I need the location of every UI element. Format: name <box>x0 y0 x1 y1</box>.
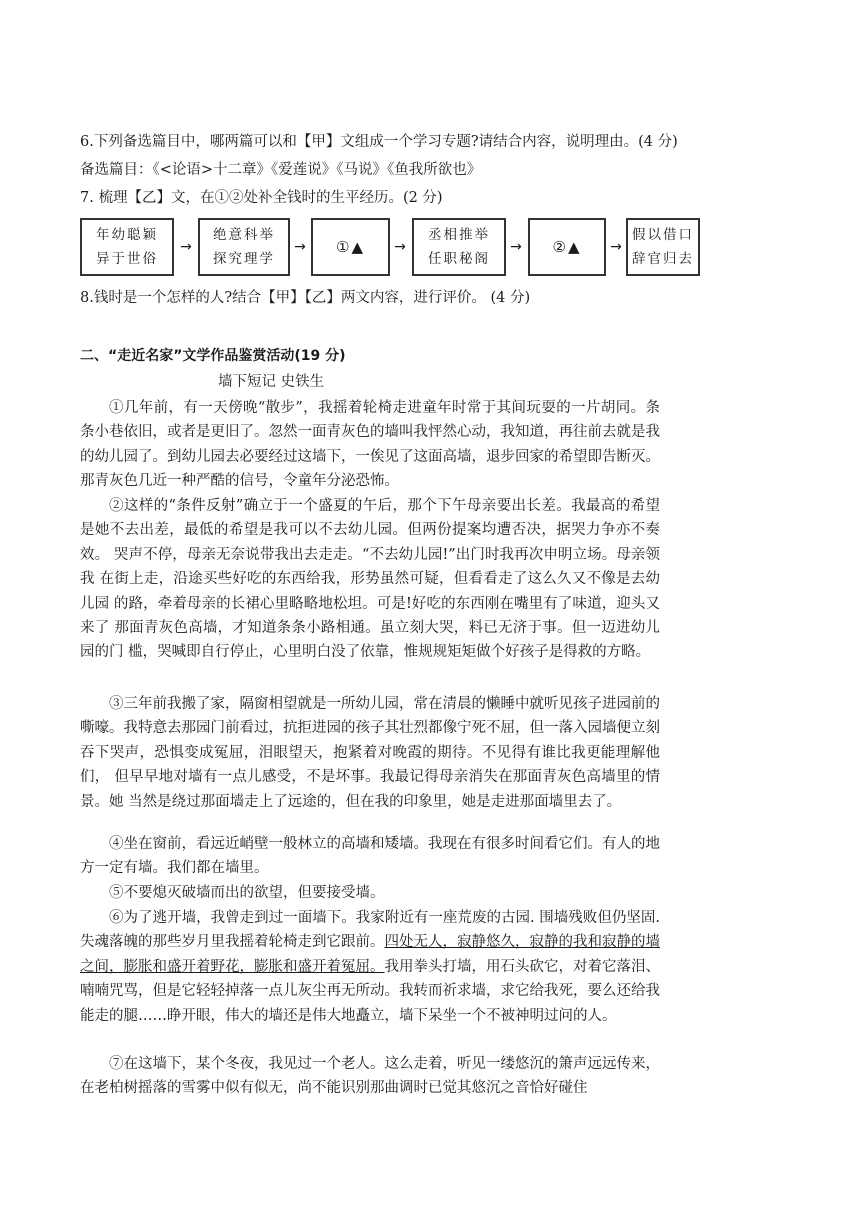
paragraph-3-text: ③三年前我搬了家，隔窗相望就是一所幼儿园，常在清晨的懒睡中就听见孩子进园前的 嘶嚎。我特意去那园门前看过，抗拒进园的孩子其壮烈都像宁死不屈，但一落入园墙便立刻 吞下哭声，恐惧变成冤屈，泪眼望天，抱紧着对晚霞的期待。不见得有谁比我更能理解他们， 但早早地对墙有一点儿感受，不是坏事。我最记得母亲消失在那面青灰色高墙里的情景。她 当然是绕过那面墙走上了远途的，但在我的印象里，她是走进那面墙里去了。 <box>80 696 660 810</box>
question-6: 6.下列备选篇目中，哪两篇可以和【甲】文组成一个学习专题?请结合内容，说明理由。(4 分) <box>80 134 678 150</box>
paragraph-6 <box>80 906 660 1028</box>
article-title: 墙下短记 史铁生 <box>218 374 325 390</box>
question-6-options: 备选篇目：《<论语>十二章》《爱莲说》《马说》《鱼我所欲也》 <box>80 162 482 178</box>
paragraph-4 <box>80 832 660 881</box>
paragraph-1 <box>80 396 660 494</box>
flow-box-2-line2: 探究理学 <box>213 251 275 267</box>
flow-blank-2 <box>528 218 606 276</box>
flow-box-2-line1: 绝意科举 <box>213 227 275 243</box>
paragraph-5-text: ⑤不要熄灭破墙而出的欲望，但要接受墙。 <box>109 885 385 901</box>
paragraph-6-part-a: ⑥为了逃开墙，我曾走到过一面墙下。我家附近有一座荒废的古园. 围墙残败但仍坚固. 失魂落魄的那些岁月里我摇着轮椅走到它跟前。 <box>80 910 660 951</box>
paragraph-6-part-b: 我用拳头打墙，用石头砍它，对着它落泪、 喃喃咒骂，但是它轻轻掉落一点儿灰尘再无所动。我转而祈求墙，求它给我死，要么还给我 能走的腿……睁开眼，伟大的墙还是伟大地矗立，墙下呆坐一个不被神明过问的人。 <box>80 958 660 1024</box>
paragraph-5 <box>80 881 660 905</box>
flow-box-6 <box>626 218 700 276</box>
flow-blank-1 <box>311 218 390 276</box>
paragraph-7 <box>80 1052 660 1101</box>
flow-box-2 <box>198 218 290 276</box>
question-8: 8.钱时是一个怎样的人?结合【甲】【乙】两文内容，进行评价。 (4 分) <box>80 290 531 306</box>
flow-box-1 <box>80 218 174 276</box>
flow-box-1-line2: 异于世俗 <box>96 251 158 267</box>
flow-box-1-line1: 年幼聪颖 <box>96 227 158 243</box>
paragraph-2-text: ②这样的“条件反射”确立于一个盛夏的午后，那个下午母亲要出长差。我最高的希望 是她不去出差，最低的希望是我可以不去幼儿园。但两份提案均遭否决，据哭力争亦不奏效。 哭声不停，母亲无奈说带我出去走走。“不去幼儿园!”出门时我再次申明立场。母亲领我 在街上走，沿途买些好吃的东西给我，形势虽然可疑，但看看走了这么久又不像是去幼儿园 的路，牵着母亲的长裙心里略略地松坦。可是!好吃的东西刚在嘴里有了味道，迎头又来了 那面青灰色高墙，才知道条条小路相通。虽立刻大哭，料已无济于事。但一迈进幼儿园的门 槛，哭喊即自行停止，心里明白没了依靠，惟规规矩矩做个好孩子是得救的方略。 <box>80 498 660 661</box>
paragraph-4-text: ④坐在窗前，看远近峭壁一般林立的高墙和矮墙。我现在有很多时间看它们。有人的地 方一定有墙。我们都在墙里。 <box>80 836 660 877</box>
flow-arrow-2: → <box>294 239 306 255</box>
flow-box-4-line1: 丞相推举 <box>428 227 490 243</box>
paragraph-3 <box>80 692 660 814</box>
flow-blank-1-label: ①▲ <box>336 238 365 256</box>
paragraph-6-underlined: 四处无人，寂静悠久，寂静的我和寂静的墙 之间，膨胀和盛开着野花，膨胀和盛开着冤屈。 <box>80 934 660 975</box>
life-flowchart <box>80 218 700 280</box>
paragraph-7-text: ⑦在这墙下，某个冬夜，我见过一个老人。这么走着，听见一缕悠沉的箫声远远传来， 在老柏树摇落的雪雾中似有似无，尚不能识别那曲调时已觉其悠沉之音恰好碰住 <box>80 1056 660 1097</box>
flow-blank-2-label: ②▲ <box>552 238 582 256</box>
flow-arrow-3: → <box>394 239 406 255</box>
flow-arrow-1: → <box>180 239 192 255</box>
paragraph-6-text <box>80 906 660 1028</box>
flow-box-6-line1: 假以借口 <box>632 227 694 243</box>
flow-box-4 <box>412 218 506 276</box>
paragraph-1-text: ①几年前，有一天傍晚“散步”，我摇着轮椅走进童年时常于其间玩耍的一片胡同。条 条小巷依旧，或者是更旧了。忽然一面青灰色的墙叫我怦然心动，我知道，再往前去就是我 的幼儿园了。到幼儿园去必要经过这墙下，一俟见了这面高墙，退步回家的希望即告断灭。 那青灰色几近一种严酷的信号，令童年分泌恐怖。 <box>80 400 660 490</box>
flow-box-4-line2: 任职秘阁 <box>428 251 490 267</box>
flow-box-6-line2: 辞官归去 <box>632 251 694 267</box>
paragraph-2 <box>80 494 660 665</box>
question-7: 7. 梳理【乙】文，在①②处补全钱时的生平经历。(2 分) <box>80 190 443 206</box>
section-2-title: 二、“走近名家”文学作品鉴赏活动(19 分) <box>80 348 346 364</box>
flow-arrow-4: → <box>510 239 522 255</box>
flow-arrow-5: → <box>610 239 622 255</box>
